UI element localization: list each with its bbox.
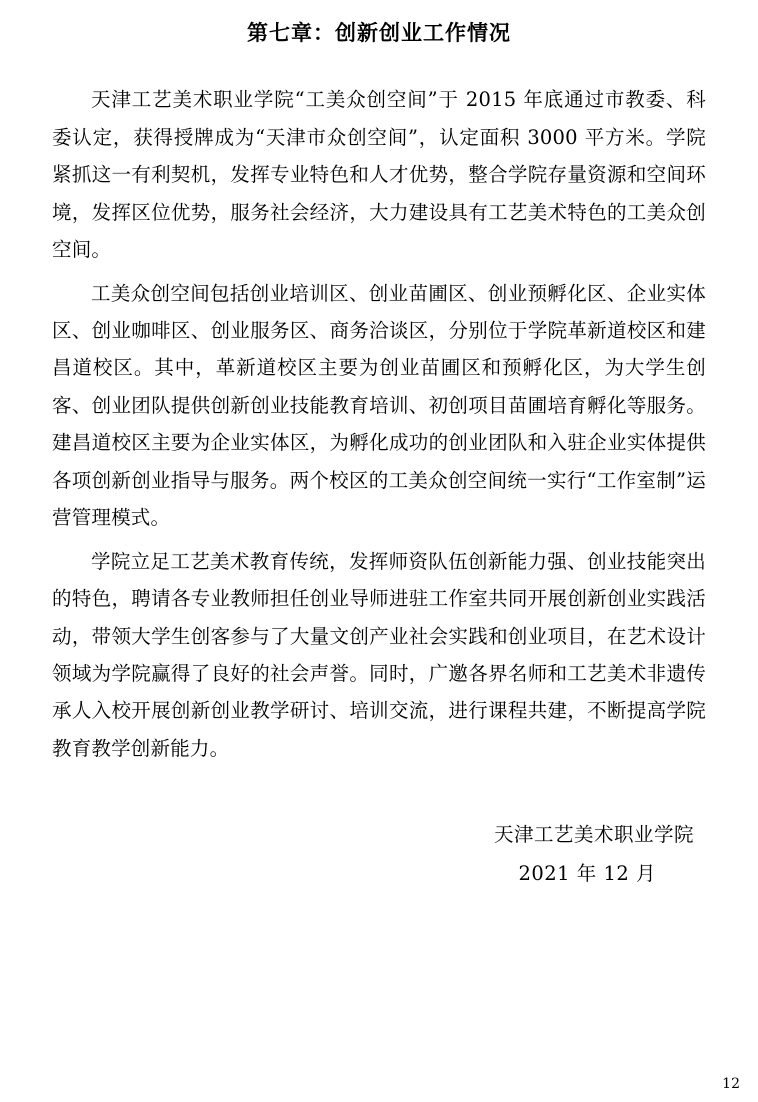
body-paragraph: 工美众创空间包括创业培训区、创业苗圃区、创业预孵化区、企业实体区、创业咖啡区、创业服务区、商务洽谈区，分别位于学院革新道校区和建昌道校区。其中，革新道校区主要为创业苗圃区和预孵化区，为大学生创客、创业团队提供创新创业技能教育培训、初创项目苗圃培育孵化等服务。建昌道校区主要为企业实体区，为孵化成功的创业团队和入驻企业实体提供各项创新创业指导与服务。两个校区的工美众创空间统一实行“工作室制”运营管理模式。 <box>52 281 706 530</box>
signature-block <box>52 815 706 893</box>
page-title: 第七章：创新创业工作情况 <box>247 20 511 45</box>
body-paragraph: 学院立足工艺美术教育传统，发挥师资队伍创新能力强、创业技能突出的特色，聘请各专业教师担任创业导师进驻工作室共同开展创新创业实践活动，带领大学生创客参与了大量文创产业社会实践和创业项目，在艺术设计领域为学院赢得了良好的社会声誉。同时，广邀各界名师和工艺美术非遗传承人入校开展创新创业教学研讨、培训交流，进行课程共建，不断提高学院教育教学创新能力。 <box>52 549 706 760</box>
signature-date: 2021 年 12 月 <box>518 862 656 886</box>
page-number: 12 <box>722 1076 740 1092</box>
signature-organization: 天津工艺美术职业学院 <box>493 823 694 847</box>
body-paragraph: 天津工艺美术职业学院“工美众创空间”于 2015 年底通过市教委、科委认定，获得授牌成为“天津市众创空间”，认定面积 3000 平方米。学院紧抓这一有利契机，发挥专业特色和人才优势，整合学院存量资源和空间环境，发挥区位优势，服务社会经济，大力建设具有工艺美术特色的工美众创空间。 <box>52 88 706 262</box>
